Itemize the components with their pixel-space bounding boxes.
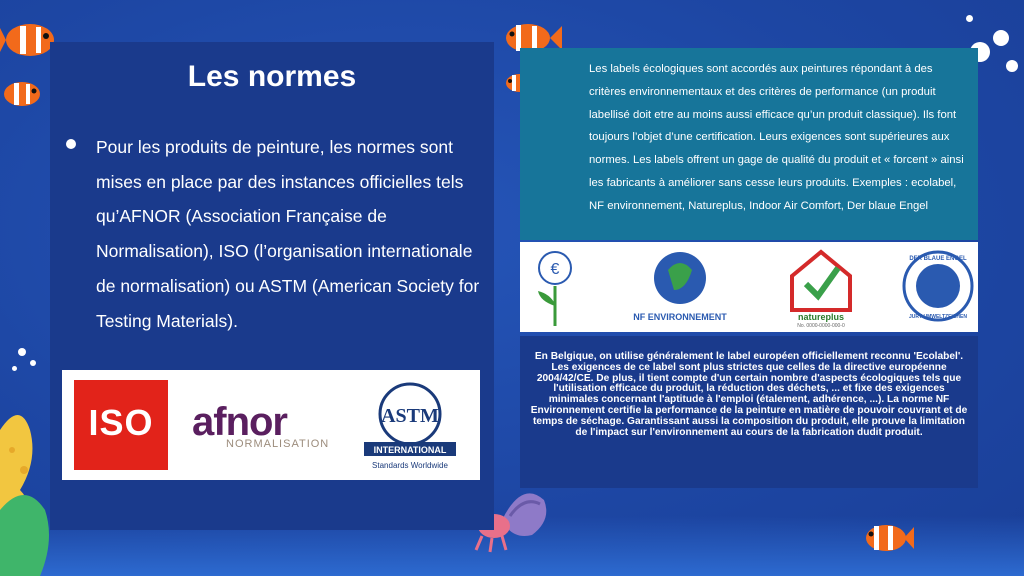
- blauer-engel-logo: [902, 246, 974, 328]
- bubble: [1006, 60, 1018, 72]
- bullet-point: [66, 139, 76, 149]
- eco-labels-strip: [520, 242, 978, 332]
- svg-text:DER BLAUE ENGEL: DER BLAUE ENGEL: [909, 256, 967, 262]
- ecolabel-flower-logo: [530, 246, 580, 328]
- bubble: [30, 360, 36, 366]
- clownfish-icon: [862, 520, 914, 556]
- right-paragraph-belgium: En Belgique, on utilise généralement le label européen officiellement reconnu 'Ecolabel'. Les exigences de ce label sont plus strictes que celles de la directive européenne 2004/42/CE. De plus, il tient compte d'un certain nombre d'aspects écologiques tels que l'utilisation efficace du produit, la réduction des déchets, ... et fixe des exigences minimales concernant l'aptitude à l'emploi (étalement, adhérence, ...). La norme NF Environnement certifie la performance de la peinture en matière de pouvoir couvrant et de temps de séchage. Garantissant aussi la composition du produit, elle prouve la limitation de l'impact sur l'environnement au cours de la fabrication dudit produit.: [530, 351, 968, 438]
- clownfish-icon: [0, 76, 44, 112]
- left-paragraph: Pour les produits de peinture, les normes sont mises en place par des instances officielles tels qu’AFNOR (Association Française de Normalisation), ISO (l’organisation internationale de normalisation) ou ASTM (American Society for Testing Materials).: [96, 137, 480, 331]
- bubble: [12, 366, 17, 371]
- standards-logos-strip: [62, 370, 480, 480]
- bubble: [966, 15, 973, 22]
- nf-environnement-logo: [630, 246, 730, 328]
- svg-text:JURY UMWELTZEICHEN: JURY UMWELTZEICHEN: [909, 314, 967, 320]
- svg-text:No. 0000-0000-000-0: No. 0000-0000-000-0: [797, 323, 845, 328]
- svg-text:natureplus: natureplus: [797, 312, 845, 322]
- svg-text:Standards Worldwide: Standards Worldwide: [372, 461, 448, 470]
- svg-text:NF ENVIRONNEMENT: NF ENVIRONNEMENT: [633, 312, 727, 322]
- slide-title: Les normes: [187, 60, 357, 93]
- afnor-subtitle: NORMALISATION: [226, 438, 330, 450]
- bubble: [18, 348, 26, 356]
- svg-text:ASTM: ASTM: [381, 405, 439, 427]
- bubble: [993, 30, 1009, 46]
- astm-logo: [362, 380, 458, 472]
- right-paragraph: Les labels écologiques sont accordés aux peintures répondant à des critères environnementaux et des critères de performance (un produit labellisé doit etre au moins aussi efficace qu’un produit classique). Ils font toujours l’objet d’une certification. Leurs exigences sont supérieures aux normes. Les labels offrent un gage de qualité du produit et « forcent » ainsi les fabricants à améliorer sans cesse leurs produits. Exemples : ecolabel, NF environnement, Natureplus, Indoor Air Comfort, Der blaue Engel: [589, 63, 964, 212]
- svg-text:INTERNATIONAL: INTERNATIONAL: [373, 445, 447, 455]
- natureplus-logo: [786, 246, 856, 328]
- iso-logo: ISO: [74, 380, 168, 470]
- svg-text:€: €: [550, 261, 560, 278]
- afnor-logo: afnor: [192, 400, 287, 444]
